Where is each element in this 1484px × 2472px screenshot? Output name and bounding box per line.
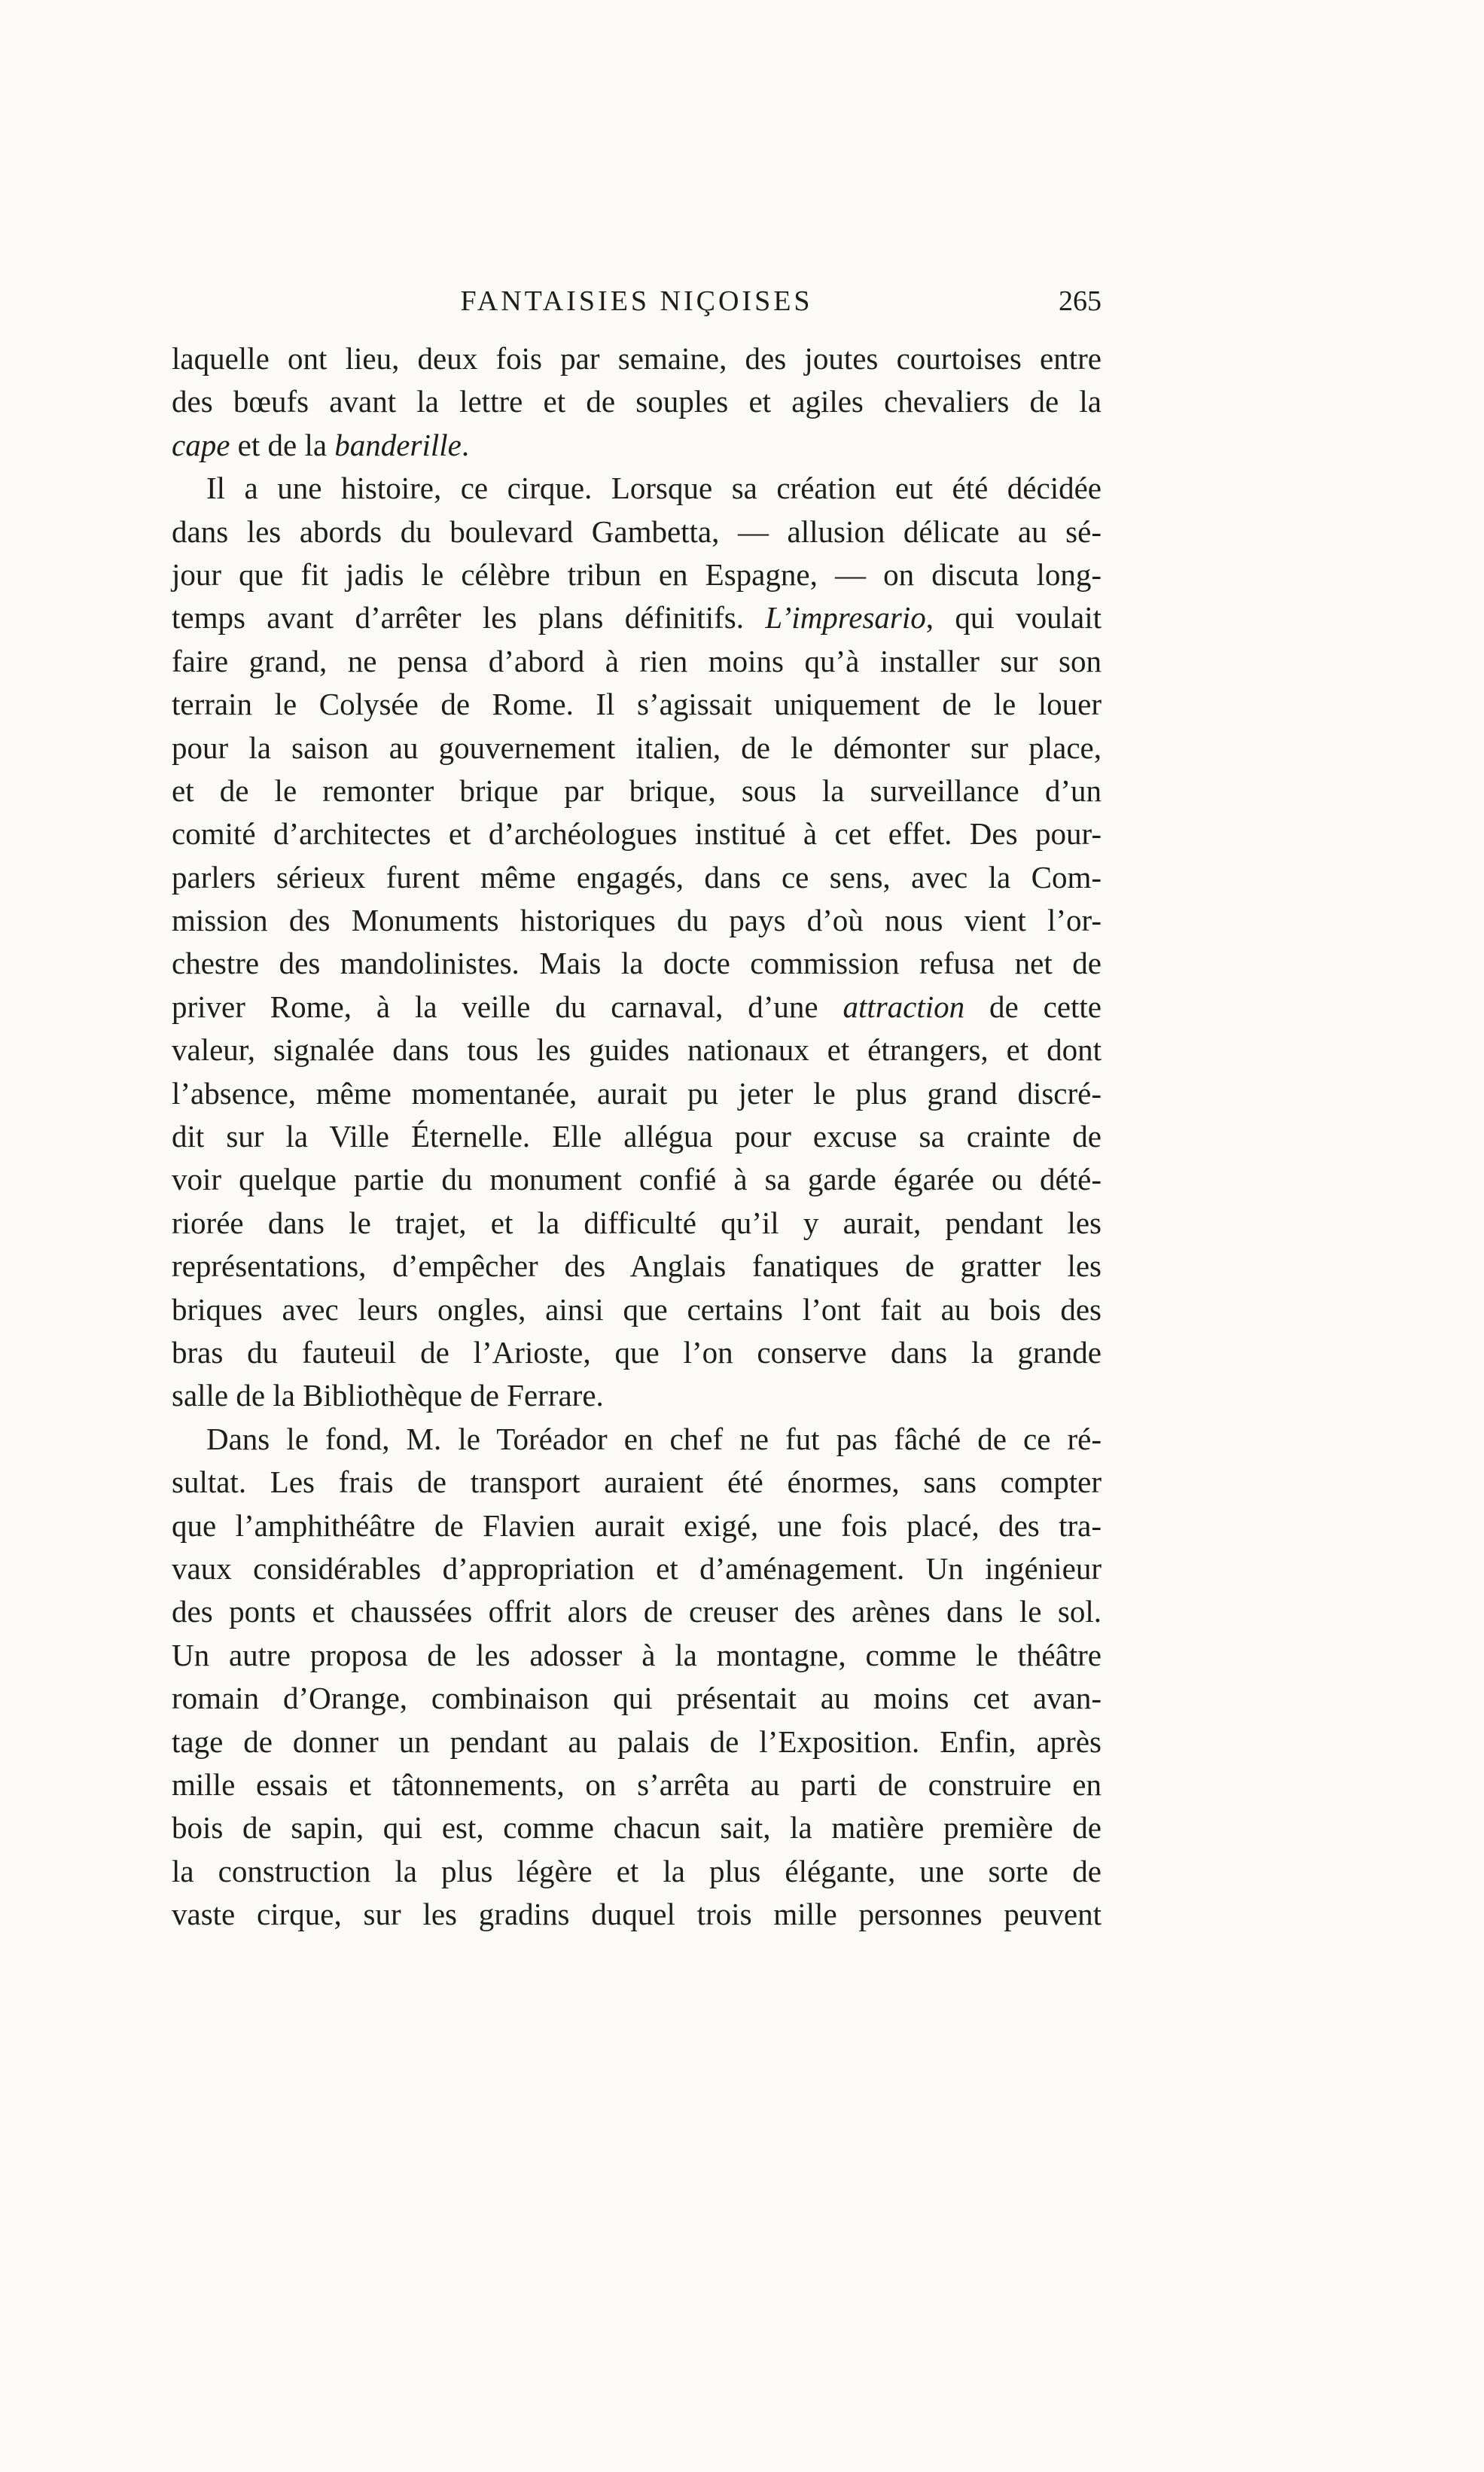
italic-word: L’impresario (765, 600, 926, 636)
page-number: 265 (1059, 285, 1102, 317)
text-line: priver Rome, à la veille du carnaval, d’une attraction de cette (172, 989, 1102, 1024)
text-line: représentations, d’empêcher des Anglais fanatiques de gratter les (172, 1248, 1102, 1284)
text-line: temps avant d’arrêter les plans définitifs. L’impresario, qui voulait (172, 600, 1102, 636)
text-line: salle de la Bibliothèque de Ferrare. (172, 1378, 604, 1413)
text-line: vaux considérables d’appropriation et d’aménagement. Un ingénieur (172, 1550, 1102, 1586)
text-line: dit sur la Ville Éternelle. Elle allégua pour excuse sa crainte de (172, 1119, 1102, 1154)
running-head: FANTAISIES NIÇOISES (460, 285, 813, 317)
text-line: laquelle ont lieu, deux fois par semaine, des joutes courtoises entre (172, 341, 1102, 376)
text-line: chestre des mandolinistes. Mais la docte commission refusa net de (172, 946, 1102, 981)
text-line: parlers sérieux furent même engagés, dans ce sens, avec la Com- (172, 859, 1102, 895)
text-line: tage de donner un pendant au palais de l’Exposition. Enfin, après (172, 1724, 1102, 1759)
text-line: des ponts et chaussées offrit alors de creuser des arènes dans le sol. (172, 1594, 1102, 1629)
text-line: romain d’Orange, combinaison qui présentait au moins cet avan- (172, 1681, 1102, 1716)
text-line: valeur, signalée dans tous les guides nationaux et étrangers, et dont (172, 1032, 1102, 1068)
text-line: briques avec leurs ongles, ainsi que certains l’ont fait au bois des (172, 1291, 1102, 1327)
text-line: cape et de la banderille. (172, 427, 470, 462)
text-line: Un autre proposa de les adosser à la montagne, comme le théâtre (172, 1637, 1102, 1672)
italic-word: attraction (843, 989, 965, 1024)
text-line: terrain le Colysée de Rome. Il s’agissait uniquement de le louer (172, 687, 1102, 722)
text-line: bois de sapin, qui est, comme chacun sait, la matière première de (172, 1810, 1102, 1846)
text-line: des bœufs avant la lettre et de souples et agiles chevaliers de la (172, 384, 1102, 419)
text-line: jour que fit jadis le célèbre tribun en Espagne, — on discuta long- (172, 556, 1102, 592)
text-line: pour la saison au gouvernement italien, de le démonter sur place, (172, 730, 1102, 765)
text-line: vaste cirque, sur les gradins duquel trois mille personnes peuvent (172, 1897, 1102, 1932)
italic-word: banderille (334, 427, 462, 462)
text-line: la construction la plus légère et la plus élégante, une sorte de (172, 1853, 1102, 1888)
text-line: faire grand, ne pensa d’abord à rien moins qu’à installer sur son (172, 643, 1102, 678)
text-line: mille essais et tâtonnements, on s’arrêta au parti de construire en (172, 1766, 1102, 1802)
italic-word: cape (172, 427, 230, 462)
text-line: que l’amphithéâtre de Flavien aurait exigé, une fois placé, des tra- (172, 1507, 1102, 1543)
text-line: dans les abords du boulevard Gambetta, — allusion délicate au sé- (172, 514, 1102, 549)
text-line: Il a une histoire, ce cirque. Lorsque sa création eut été décidée (206, 471, 1102, 506)
text-line: Dans le fond, M. le Toréador en chef ne fut pas fâché de ce ré- (206, 1421, 1102, 1456)
text-line: et de le remonter brique par brique, sous la surveillance d’un (172, 773, 1102, 808)
page-header (172, 285, 1102, 330)
text-line: comité d’architectes et d’archéologues institué à cet effet. Des pour- (172, 816, 1102, 852)
body-text (172, 337, 1102, 1936)
text-line: bras du fauteuil de l’Arioste, que l’on conserve dans la grande (172, 1334, 1102, 1370)
text-line: sultat. Les frais de transport auraient été énormes, sans compter (172, 1465, 1102, 1500)
text-line: mission des Monuments historiques du pays d’où nous vient l’or- (172, 903, 1102, 938)
text-line: l’absence, même momentanée, aurait pu jeter le plus grand discré- (172, 1075, 1102, 1111)
text-line: voir quelque partie du monument confié à sa garde égarée ou dété- (172, 1162, 1102, 1197)
text-line: riorée dans le trajet, et la difficulté qu’il y aurait, pendant les (172, 1205, 1102, 1240)
